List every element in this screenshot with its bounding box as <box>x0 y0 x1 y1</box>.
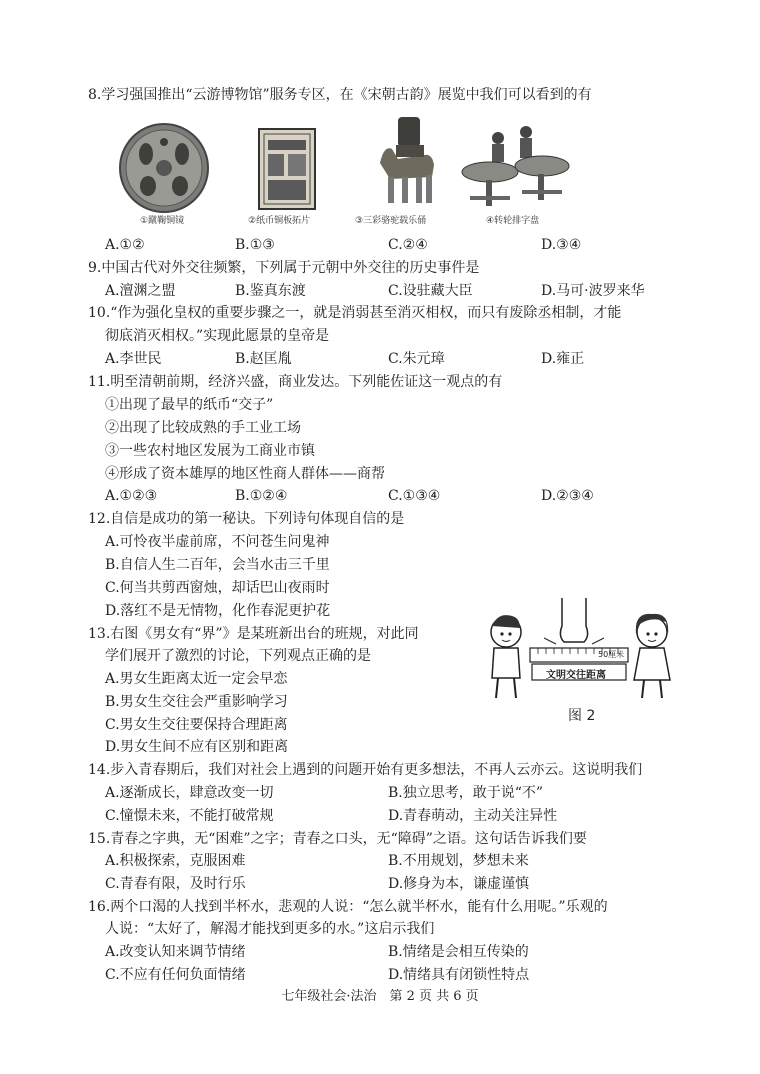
ruler-label: 50厘米 <box>598 650 625 659</box>
caption-camel-musicians: ③三彩骆驼载乐俑 <box>355 216 427 226</box>
question-14-option-d: D.青春萌动，主动关注异性 <box>388 808 558 824</box>
caption-type-table: ④转轮排字盘 <box>486 216 540 226</box>
question-16-option-a: A.改变认知来调节情绪 <box>105 944 246 960</box>
question-11-item-1: ①出现了最早的纸币“交子” <box>105 397 274 413</box>
caption-paper-money: ②纸币铜板拓片 <box>248 216 311 226</box>
question-14-option-b: B.独立思考，敢于说“不” <box>388 785 544 801</box>
question-8-option-b: B.①③ <box>235 237 275 253</box>
paper-money-rubbing-image <box>258 128 316 210</box>
question-15-option-c: C.青春有限，及时行乐 <box>105 876 246 892</box>
question-15-option-b: B.不用规划，梦想未来 <box>388 853 529 869</box>
question-16-option-c: C.不应有任何负面情绪 <box>105 967 246 983</box>
question-13-stem-line2: 学们展开了激烈的讨论，下列观点正确的是 <box>105 648 371 664</box>
question-11-option-d: D.②③④ <box>541 488 594 504</box>
question-13-option-b: B.男女生交往会严重影响学习 <box>105 694 288 710</box>
question-15-option-a: A.积极探索，克服困难 <box>105 853 246 869</box>
question-10-option-b: B.赵匡胤 <box>235 351 292 367</box>
question-11-option-c: C.①③④ <box>388 488 441 504</box>
question-10-stem-line1: 10.“作为强化皇权的重要步骤之一，就是消弱甚至消灭相权，而只有废除丞相制，才能 <box>88 305 622 321</box>
question-16-option-d: D.情绪具有闭锁性特点 <box>388 967 530 983</box>
question-13-option-d: D.男女生间不应有区别和距离 <box>105 739 289 755</box>
question-10-option-d: D.雍正 <box>541 351 585 367</box>
question-16-stem-line2: 人说：“太好了，解渴才能找到更多的水。”这启示我们 <box>105 921 435 937</box>
question-11-option-b: B.①②④ <box>235 488 288 504</box>
question-14-stem: 14.步入青春期后，我们对社会上遇到的问题开始有更多想法，不再人云亦云。这说明我们 <box>88 762 643 778</box>
question-9-stem: 9.中国古代对外交往频繁，下列属于元朝中外交往的历史事件是 <box>88 260 480 276</box>
question-9-option-b: B.鉴真东渡 <box>235 283 306 299</box>
question-8-stem: 8.学习强国推出“云游博物馆”服务专区，在《宋朝古韵》展览中我们可以看到的有 <box>88 87 592 103</box>
question-11-item-3: ③一些农村地区发展为工商业市镇 <box>105 443 315 459</box>
question-15-stem: 15.青春之字典，无“困难”之字；青春之口头，无“障碍”之语。这句话告诉我们要 <box>88 831 587 847</box>
gender-distance-cartoon <box>484 598 674 704</box>
question-12-option-a: A.可怜夜半虚前席，不问苍生问鬼神 <box>105 534 330 550</box>
rotating-type-table-image <box>460 122 570 210</box>
question-11-item-4: ④形成了资本雄厚的地区性商人群体——商帮 <box>105 466 385 482</box>
question-13-stem-line1: 13.右图《男女有“界”》是某班新出台的班规，对此同 <box>88 626 419 642</box>
question-16-stem-line1: 16.两个口渴的人找到半杯水，悲观的人说：“怎么就半杯水，能有什么用呢。”乐观的 <box>88 899 608 915</box>
camel-musicians-image <box>372 115 444 211</box>
question-8-option-a: A.①② <box>105 237 145 253</box>
question-9-option-a: A.澶渊之盟 <box>105 283 176 299</box>
question-14-option-c: C.憧憬未来，不能打破常规 <box>105 808 274 824</box>
figure-2-label: 图 2 <box>568 708 596 724</box>
question-10-option-c: C.朱元璋 <box>388 351 445 367</box>
distance-sign-label: 文明交往距离 <box>546 670 606 681</box>
question-10-stem-line2: 彻底消灭相权。”实现此愿景的皇帝是 <box>105 328 330 344</box>
question-11-option-a: A.①②③ <box>105 488 158 504</box>
question-15-option-d: D.修身为本，谦虚谨慎 <box>388 876 530 892</box>
bronze-mirror-image <box>118 122 210 214</box>
question-12-option-d: D.落红不是无情物，化作春泥更护花 <box>105 603 331 619</box>
question-12-stem: 12.自信是成功的第一秘诀。下列诗句体现自信的是 <box>88 511 405 527</box>
question-16-option-b: B.情绪是会相互传染的 <box>388 944 529 960</box>
question-9-option-d: D.马可·波罗来华 <box>541 283 645 299</box>
question-13-option-c: C.男女生交往要保持合理距离 <box>105 717 288 733</box>
question-11-item-2: ②出现了比较成熟的手工业工场 <box>105 420 301 436</box>
question-8-option-d: D.③④ <box>541 237 582 253</box>
question-11-stem: 11.明至清朝前期，经济兴盛，商业发达。下列能佐证这一观点的有 <box>88 374 503 390</box>
question-8-option-c: C.②④ <box>388 237 428 253</box>
question-10-option-a: A.李世民 <box>105 351 162 367</box>
page-footer: 七年级社会·法治 第 2 页 共 6 页 <box>281 989 479 1004</box>
question-9-option-c: C.设驻藏大臣 <box>388 283 473 299</box>
caption-bronze-mirror: ①蹴鞠铜镜 <box>140 216 185 226</box>
question-12-option-c: C.何当共剪西窗烛，却话巴山夜雨时 <box>105 580 330 596</box>
question-14-option-a: A.逐渐成长，肆意改变一切 <box>105 785 274 801</box>
question-12-option-b: B.自信人生二百年，会当水击三千里 <box>105 557 330 573</box>
question-13-option-a: A.男女生距离太近一定会早恋 <box>105 671 288 687</box>
